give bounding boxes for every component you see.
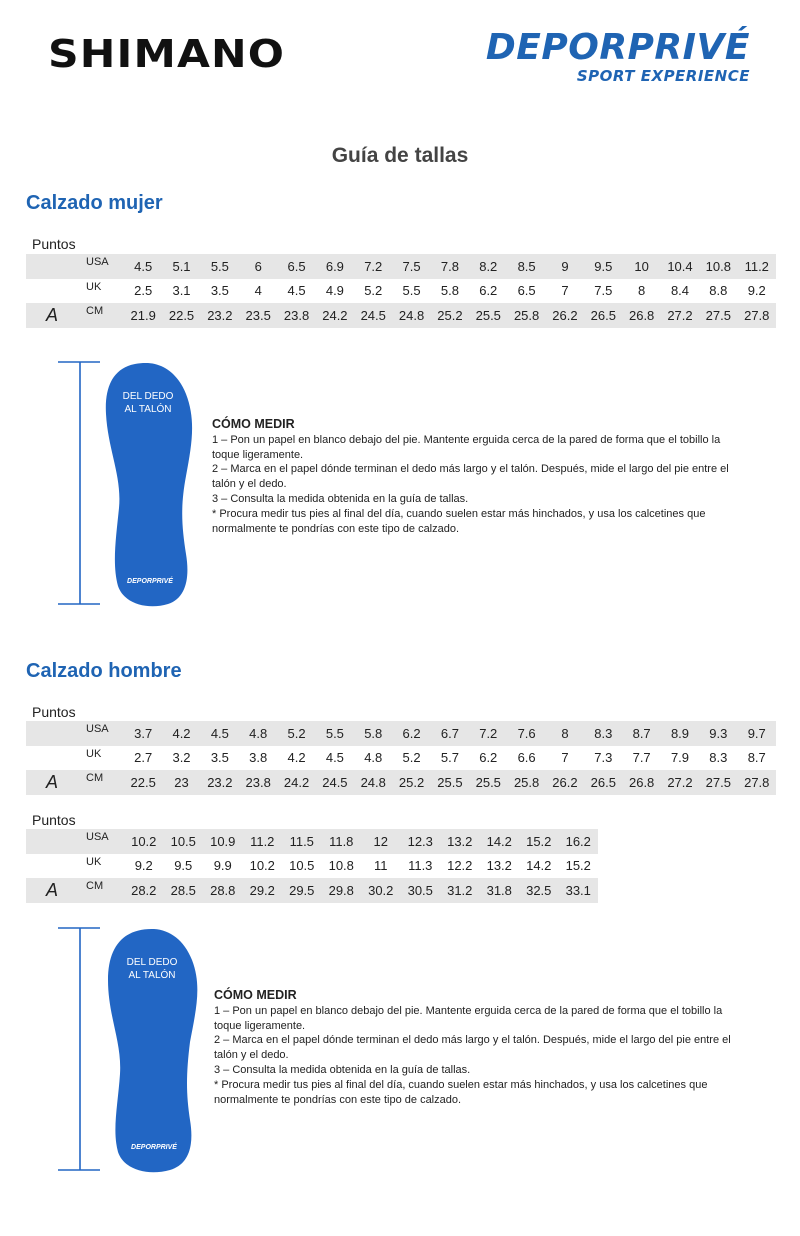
size-value: 5.5	[402, 283, 421, 299]
howto-step-1: 1 – Pon un papel en blanco debajo del pie. Mantente erguida cerca de la pared de forma que el tobillo la toque ligeramente.	[212, 433, 721, 461]
size-value: 5.1	[162, 254, 200, 279]
table-row-uk	[26, 854, 598, 879]
size-value: 8	[638, 283, 646, 299]
table-row-cm	[26, 303, 776, 328]
size-value: 12	[361, 829, 401, 854]
size-value: 14.2	[526, 858, 552, 874]
size-value: 6.5	[277, 254, 315, 279]
size-value: 13.2	[486, 858, 512, 874]
size-value: 3.2	[172, 750, 191, 766]
size-value: 22.5	[162, 303, 200, 328]
table-corner	[26, 829, 84, 854]
size-value: 32.5	[519, 878, 559, 903]
size-value: 26.2	[546, 303, 584, 328]
size-value: 31.2	[440, 878, 480, 903]
size-value: 7.2	[469, 721, 507, 746]
size-table-men-2	[26, 829, 598, 903]
size-value: 6.5	[517, 283, 536, 299]
size-value: 6.2	[479, 283, 498, 299]
size-value: 13.2	[440, 829, 480, 854]
size-value: 30.2	[361, 878, 401, 903]
size-value: 10	[622, 254, 660, 279]
size-value: 28.5	[164, 878, 204, 903]
size-value: 11.3	[408, 858, 433, 874]
size-value: 9.5	[584, 254, 622, 279]
size-value: 5.5	[201, 254, 239, 279]
row-label-uk: UK	[86, 280, 102, 293]
size-value: 10.5	[289, 858, 315, 874]
size-value: 33.1	[559, 878, 599, 903]
size-value: 25.2	[431, 303, 469, 328]
size-value: 4.8	[239, 721, 277, 746]
size-value: 2.7	[134, 750, 153, 766]
size-value: 23.2	[201, 303, 239, 328]
size-value: 10.2	[249, 858, 275, 874]
size-value: 6.9	[316, 254, 354, 279]
howto-step-3: 3 – Consulta la medida obtenida en la guía de tallas.	[214, 1063, 471, 1076]
size-value: 28.2	[124, 878, 164, 903]
foot-brand: DEPORPRIVÉ	[131, 1144, 177, 1151]
puntos-label: Puntos	[32, 704, 76, 720]
size-value: 8.7	[622, 721, 660, 746]
size-value: 23.8	[239, 770, 277, 795]
size-value: 8.8	[709, 283, 728, 299]
size-value: 25.8	[507, 770, 545, 795]
table-row-uk	[26, 279, 776, 304]
size-value: 24.5	[316, 770, 354, 795]
puntos-label: Puntos	[32, 236, 76, 252]
size-value: 7	[561, 283, 569, 299]
size-value: 11.2	[738, 254, 777, 279]
foot-label-line2: AL TALÓN	[128, 970, 176, 981]
size-value: 7.5	[392, 254, 430, 279]
size-value: 4.5	[201, 721, 239, 746]
size-value: 8.4	[670, 283, 690, 299]
table-corner	[26, 279, 84, 304]
size-value: 7.2	[354, 254, 392, 279]
size-value: 4.2	[162, 721, 200, 746]
size-value: 8.2	[469, 254, 507, 279]
row-label-uk: UK	[86, 747, 102, 760]
howto-note: * Procura medir tus pies al final del día, cuando suelen estar más hinchados, y usa los calcetines que normalmente te pondrías con este tipo de calzado.	[214, 1078, 708, 1106]
size-value: 3.7	[124, 721, 162, 746]
shimano-logo: SHIMANO	[48, 32, 286, 76]
foot-label	[114, 956, 190, 982]
size-value: 5.7	[440, 750, 459, 766]
size-value: 11.8	[322, 829, 362, 854]
size-value: 24.8	[392, 303, 430, 328]
size-value: 31.8	[480, 878, 520, 903]
table-row-usa	[26, 829, 598, 854]
size-value: 7.5	[594, 283, 613, 299]
size-value: 28.8	[203, 878, 243, 903]
size-value: 10.2	[124, 829, 164, 854]
size-value: 12.2	[447, 858, 473, 874]
row-label-uk: UK	[86, 855, 102, 868]
foot-label-line2: AL TALÓN	[124, 404, 172, 415]
howto-title: CÓMO MEDIR	[214, 988, 297, 1002]
size-value: 10.8	[699, 254, 737, 279]
row-label-cm: CM	[84, 878, 124, 903]
size-value: 5.8	[440, 283, 459, 299]
size-value: 10.5	[164, 829, 204, 854]
size-value: 7.9	[670, 750, 690, 766]
size-value: 8.7	[747, 750, 766, 766]
size-value: 26.8	[622, 770, 660, 795]
size-value: 27.5	[699, 770, 737, 795]
size-value: 24.2	[277, 770, 315, 795]
size-value: 23.8	[277, 303, 315, 328]
howto-title: CÓMO MEDIR	[212, 417, 295, 431]
row-label-cm: CM	[84, 770, 124, 795]
table-row-cm	[26, 770, 776, 795]
size-value: 7	[561, 750, 569, 766]
size-value: 27.2	[661, 303, 699, 328]
size-value: 23	[162, 770, 200, 795]
table-row-cm	[26, 878, 598, 903]
foot-diagram-men	[56, 924, 206, 1176]
size-value: 8.5	[507, 254, 545, 279]
size-value: 11.2	[243, 829, 283, 854]
size-value: 22.5	[124, 770, 162, 795]
size-value: 26.8	[622, 303, 660, 328]
size-value: 8.3	[709, 750, 728, 766]
size-value: 5.8	[354, 721, 392, 746]
table-row-usa	[26, 254, 776, 279]
size-value: 6.7	[431, 721, 469, 746]
size-value: 8.9	[661, 721, 699, 746]
size-value: 11	[374, 858, 388, 874]
size-value: 12.3	[401, 829, 441, 854]
size-value: 25.8	[507, 303, 545, 328]
row-label-usa: USA	[84, 829, 124, 854]
size-value: 4.8	[364, 750, 383, 766]
foot-diagram-women	[56, 358, 206, 610]
size-value: 6.6	[517, 750, 536, 766]
size-value: 6.2	[392, 721, 430, 746]
puntos-label: Puntos	[32, 812, 76, 828]
size-value: 2.5	[134, 283, 153, 299]
size-value: 5.2	[364, 283, 383, 299]
size-value: 15.2	[519, 829, 559, 854]
a-mark: A	[26, 878, 84, 903]
foot-brand: DEPORPRIVÉ	[127, 578, 173, 585]
section-title-men: Calzado hombre	[26, 660, 182, 682]
size-value: 29.5	[282, 878, 322, 903]
deporprive-tagline: SPORT EXPERIENCE	[576, 67, 750, 85]
size-value: 27.8	[738, 303, 777, 328]
size-value: 5.5	[316, 721, 354, 746]
size-value: 27.8	[738, 770, 777, 795]
deporprive-logo-text: DEPORPRIVÉ	[485, 27, 750, 68]
howto-men	[214, 988, 744, 1107]
size-value: 9.3	[699, 721, 737, 746]
size-value: 3.1	[172, 283, 191, 299]
size-value: 29.8	[322, 878, 362, 903]
size-value: 24.5	[354, 303, 392, 328]
size-value: 9.5	[174, 858, 193, 874]
size-value: 24.2	[316, 303, 354, 328]
deporprive-logo	[486, 28, 750, 84]
size-value: 30.5	[401, 878, 441, 903]
size-value: 26.2	[546, 770, 584, 795]
size-value: 25.5	[469, 770, 507, 795]
size-value: 7.8	[431, 254, 469, 279]
howto-step-2: 2 – Marca en el papel dónde terminan el dedo más largo y el talón. Después, mide el largo del pie entre el talón y el dedo.	[214, 1034, 731, 1062]
size-value: 10.9	[203, 829, 243, 854]
table-corner	[26, 746, 84, 771]
size-value: 9.2	[747, 283, 766, 299]
size-value: 7.3	[594, 750, 613, 766]
size-value: 8	[546, 721, 584, 746]
section-title-women: Calzado mujer	[26, 192, 163, 214]
howto-step-1: 1 – Pon un papel en blanco debajo del pie. Mantente erguida cerca de la pared de forma que el tobillo la toque ligeramente.	[214, 1004, 723, 1032]
size-value: 26.5	[584, 303, 622, 328]
size-value: 5.2	[402, 750, 421, 766]
size-table-women	[26, 254, 776, 328]
size-value: 9.7	[738, 721, 777, 746]
size-value: 21.9	[124, 303, 162, 328]
size-value: 10.4	[661, 254, 699, 279]
size-value: 27.2	[661, 770, 699, 795]
size-value: 4.5	[124, 254, 162, 279]
row-label-cm: CM	[84, 303, 124, 328]
a-mark: A	[26, 303, 84, 328]
table-corner	[26, 721, 84, 746]
size-value: 4	[254, 283, 262, 299]
howto-step-3: 3 – Consulta la medida obtenida en la guía de tallas.	[212, 492, 469, 505]
size-value: 26.5	[584, 770, 622, 795]
size-value: 14.2	[480, 829, 520, 854]
size-value: 4.9	[325, 283, 344, 299]
size-value: 4.5	[287, 283, 306, 299]
howto-step-2: 2 – Marca en el papel dónde terminan el dedo más largo y el talón. Después, mide el largo del pie entre el talón y el dedo.	[212, 463, 729, 491]
table-corner	[26, 854, 84, 879]
size-value: 23.2	[201, 770, 239, 795]
howto-women	[212, 417, 742, 536]
size-value: 29.2	[243, 878, 283, 903]
size-value: 25.5	[469, 303, 507, 328]
size-value: 15.2	[565, 858, 591, 874]
size-value: 16.2	[559, 829, 599, 854]
size-value: 4.2	[287, 750, 306, 766]
table-row-usa	[26, 721, 776, 746]
size-value: 6.2	[479, 750, 498, 766]
table-row-uk	[26, 746, 776, 771]
size-value: 3.5	[210, 750, 229, 766]
size-value: 9.9	[213, 858, 232, 874]
foot-label-line1: DEL DEDO	[126, 957, 178, 968]
size-value: 25.5	[431, 770, 469, 795]
a-mark: A	[26, 770, 84, 795]
size-value: 3.5	[210, 283, 229, 299]
row-label-usa: USA	[84, 721, 124, 746]
size-value: 9.2	[134, 858, 153, 874]
size-value: 25.2	[392, 770, 430, 795]
size-value: 11.5	[282, 829, 322, 854]
row-label-usa: USA	[84, 254, 124, 279]
table-corner	[26, 254, 84, 279]
size-value: 5.2	[277, 721, 315, 746]
size-value: 27.5	[699, 303, 737, 328]
foot-label	[112, 390, 184, 416]
size-value: 6	[239, 254, 277, 279]
size-value: 7.6	[507, 721, 545, 746]
size-value: 7.7	[632, 750, 651, 766]
howto-note: * Procura medir tus pies al final del día, cuando suelen estar más hinchados, y usa los calcetines que normalmente te pondrías con este tipo de calzado.	[212, 507, 706, 535]
size-table-men-1	[26, 721, 776, 795]
page-title: Guía de tallas	[331, 144, 469, 167]
size-value: 4.5	[325, 750, 344, 766]
size-value: 24.8	[354, 770, 392, 795]
size-value: 3.8	[249, 750, 268, 766]
size-value: 8.3	[584, 721, 622, 746]
size-value: 9	[546, 254, 584, 279]
size-value: 23.5	[239, 303, 277, 328]
size-value: 10.8	[328, 858, 354, 874]
foot-label-line1: DEL DEDO	[122, 391, 174, 402]
